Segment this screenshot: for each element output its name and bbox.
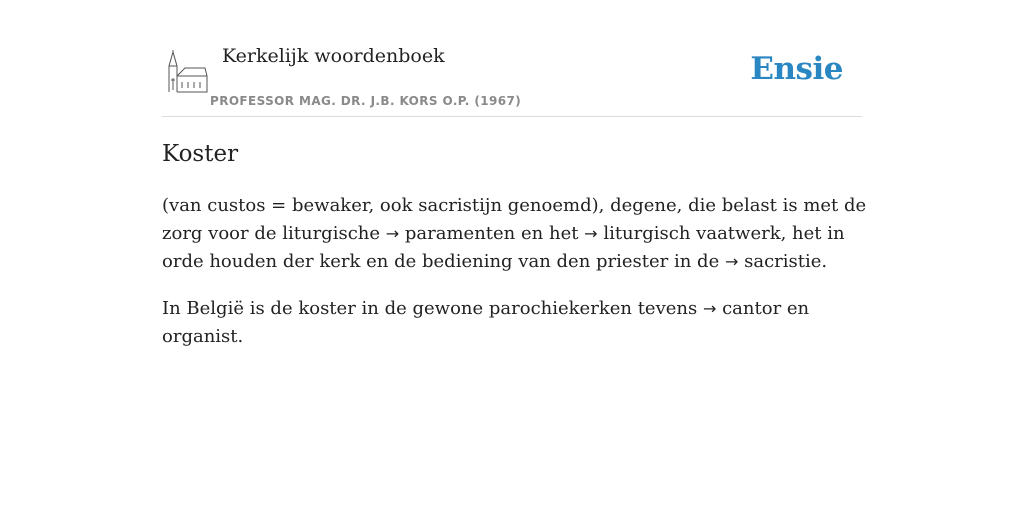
arrow-right-icon: → xyxy=(724,252,739,271)
link-sacristie[interactable]: sacristie xyxy=(744,251,822,272)
text: en het xyxy=(515,223,585,244)
dictionary-author: PROFESSOR MAG. DR. J.B. KORS O.P. (1967) xyxy=(210,94,522,108)
text: (van custos = bewaker, ook sacristijn genoemd), degene, die belast is met de zorg voor de liturgische xyxy=(162,195,867,244)
ensie-logo-link[interactable]: Ensie xyxy=(750,51,843,87)
text: , het in orde houden der kerk en de bediening van den priester in de xyxy=(162,223,845,272)
entry-paragraph xyxy=(162,192,872,276)
link-liturgisch-vaatwerk[interactable]: liturgisch vaatwerk xyxy=(603,223,781,244)
entry-paragraph xyxy=(162,295,872,351)
text: en organist. xyxy=(162,298,810,347)
arrow-right-icon: → xyxy=(584,224,598,243)
church-icon xyxy=(165,50,209,94)
arrow-right-icon: → xyxy=(385,224,400,243)
text: In België is de koster in de gewone parochiekerken tevens xyxy=(162,298,703,319)
header xyxy=(162,0,862,117)
dictionary-title[interactable]: Kerkelijk woordenboek xyxy=(222,45,445,67)
arrow-right-icon: → xyxy=(702,299,717,318)
link-cantor[interactable]: cantor xyxy=(722,298,782,319)
link-paramenten[interactable]: paramenten xyxy=(404,223,516,244)
entry-title: Koster xyxy=(162,141,239,167)
page xyxy=(162,0,867,347)
text: . xyxy=(821,251,828,272)
